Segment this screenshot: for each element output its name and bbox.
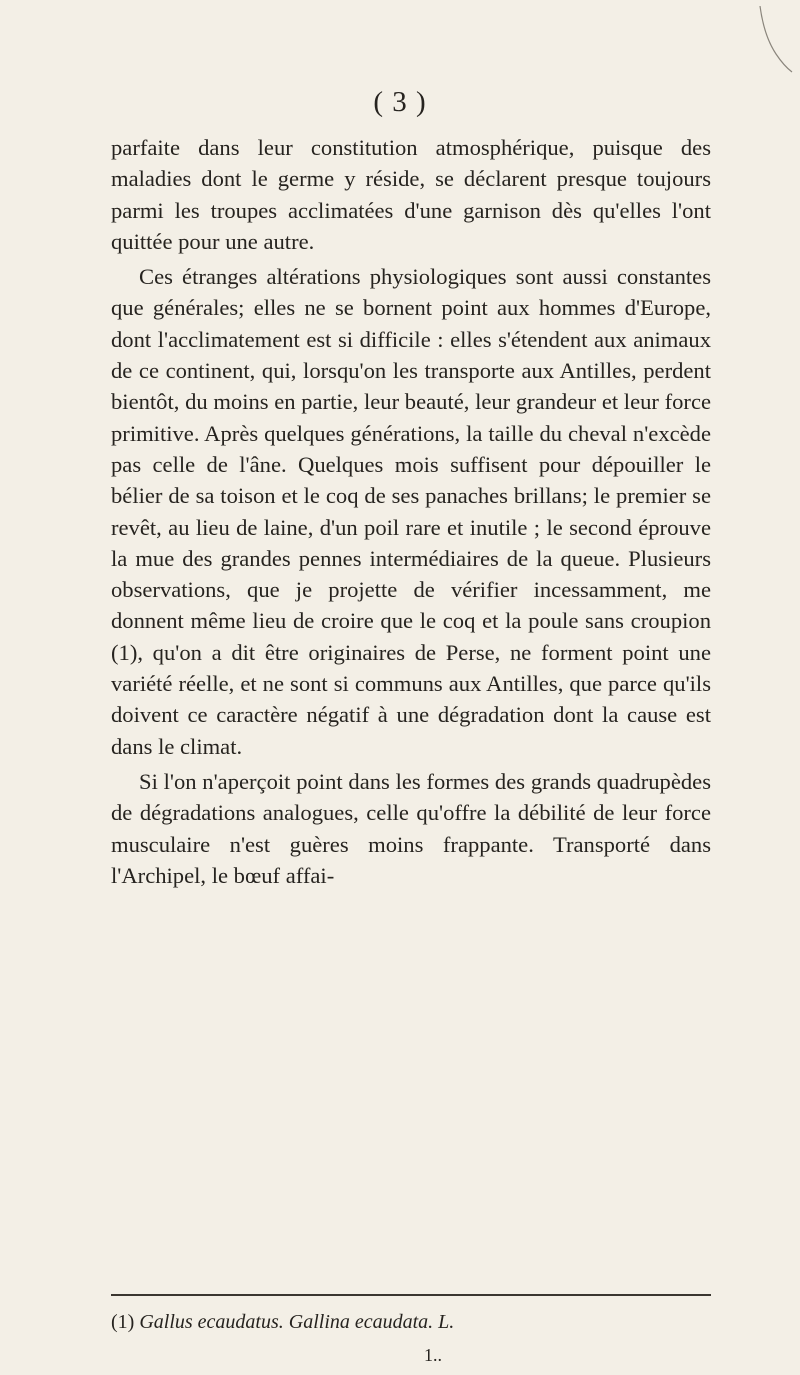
paragraph-1: parfaite dans leur constitution atmosphérique, puisque des maladies dont le germe y réside, se déclarent presque toujours parmi les troupes acclimatées d'une garnison dès qu'elles l'ont quittée pour une autre. [111, 135, 711, 254]
paragraph-3: Si l'on n'aperçoit point dans les formes des grands quadrupèdes de dégradations analogues, celle qu'offre la débilité de leur force musculaire n'est guères moins frappante. Transporté dans l'Archipel, le bœuf affai- [111, 768, 711, 888]
footnote-marker: (1) [111, 1311, 140, 1333]
footnote-text: Gallus ecaudatus. Gallina ecaudata. L. [139, 1311, 455, 1333]
paragraph-2: Ces étranges altérations physiologiques sont aussi constantes que générales; elles ne se bornent point aux hommes d'Europe, dont l'acclimatement est si difficile : elles s'étendent aux animaux de ce continent, qui, lorsqu'on les transporte aux Antilles, perdent bientôt, du moins en partie, leur beauté, leur grandeur et leur force primitive. Après quelques générations, la taille du cheval n'excède pas celle de l'âne. Quelques mois suffisent pour dépouiller le bélier de sa toison et le coq de ses panaches brillans; le premier se revêt, au lieu de laine, d'un poil rare et inutile ; le second éprouve la mue des grandes pennes intermédiaires de la queue. Plusieurs observations, que je projette de vérifier incessamment, me donnent même lieu de croire que le coq et la poule sans croupion (1), qu'on a dit être originaires de Perse, ne forment point une variété réelle, et ne sont si communs aux Antilles, que parce qu'ils doivent ce caractère négatif à une dégradation dont la cause est dans le climat. [111, 264, 711, 759]
footnote [111, 1308, 711, 1336]
page-number: ( 3 ) [373, 86, 427, 118]
signature-mark: 1.. [424, 1345, 442, 1365]
footnote-divider [111, 1294, 711, 1296]
body-text [111, 132, 711, 895]
page-edge-mark [754, 6, 794, 76]
